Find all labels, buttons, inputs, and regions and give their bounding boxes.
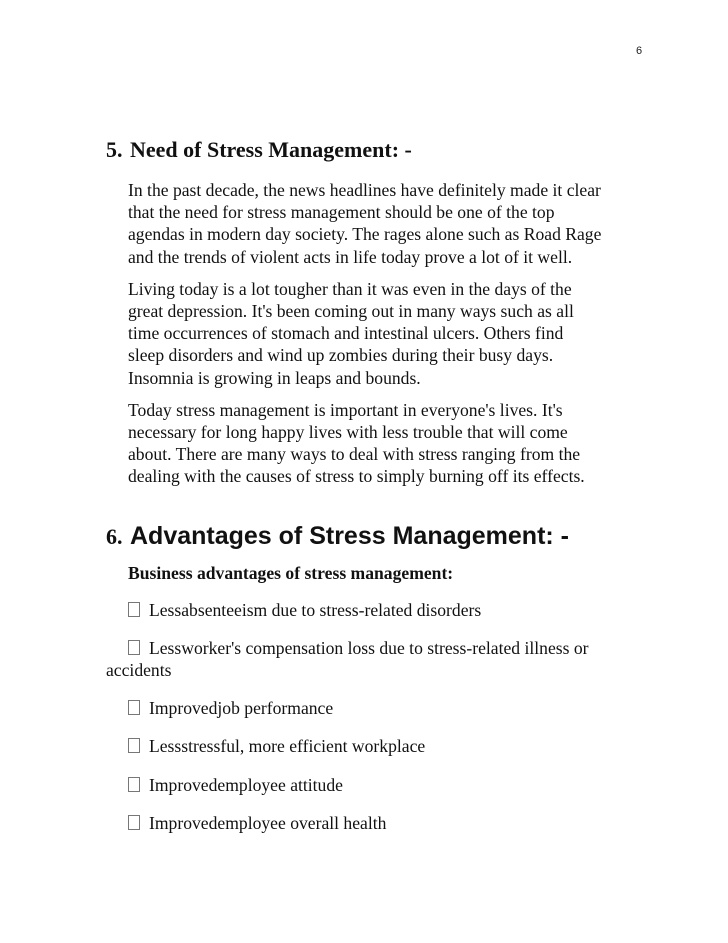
paragraph-line: sleep disorders and wind up zombies during their busy days.	[128, 345, 554, 366]
bullet-box-icon	[128, 640, 140, 655]
paragraph-line: that the need for stress management should be one of the top	[128, 202, 555, 223]
section-5-title: Need of Stress Management: -	[130, 137, 412, 162]
list-item-text: Lessabsenteeism due to stress-related disorders	[149, 600, 482, 620]
section-6-number: 6.	[106, 524, 123, 549]
paragraph-1	[128, 179, 648, 268]
list-item	[128, 812, 658, 834]
bullet-box-icon	[128, 815, 140, 830]
section-6-title: Advantages of Stress Management: -	[130, 522, 569, 550]
list-item-text: Improvedjob performance	[149, 698, 334, 718]
section-5-number: 5.	[106, 137, 123, 162]
bullet-box-icon	[128, 700, 140, 715]
page-number: 6	[636, 45, 643, 57]
list-item-text: Lessstressful, more efficient workplace	[149, 736, 426, 756]
list-item-text: Improvedemployee overall health	[149, 813, 387, 833]
bullet-box-icon	[128, 777, 140, 792]
bullet-box-icon	[128, 738, 140, 753]
list-item-text: Improvedemployee attitude	[149, 775, 343, 795]
list-item	[128, 774, 658, 796]
paragraph-2	[128, 278, 648, 389]
list-item	[106, 637, 658, 681]
paragraph-line: agendas in modern day society. The rages alone such as Road Rage	[128, 224, 602, 245]
list-item-text: Lessworker's compensation loss due to stress-related illness or	[149, 638, 589, 658]
section-6-heading	[106, 520, 569, 553]
paragraph-line: In the past decade, the news headlines have definitely made it clear	[128, 180, 601, 200]
paragraph-line: great depression. It's been coming out in many ways such as all	[128, 301, 574, 322]
list-item-continuation: accidents	[106, 660, 172, 680]
section-5-heading	[106, 136, 666, 164]
bullet-box-icon	[128, 602, 140, 617]
list-item	[128, 735, 658, 757]
list-item	[128, 697, 658, 719]
list-item	[128, 599, 658, 621]
paragraph-line: Living today is a lot tougher than it was even in the days of the	[128, 278, 572, 299]
paragraph-line: Today stress management is important in everyone's lives. It's	[128, 399, 563, 420]
paragraph-line: and the trends of violent acts in life today prove a lot of it well.	[128, 246, 573, 267]
paragraph-3	[128, 399, 648, 488]
section-6-subheading: Business advantages of stress management:	[128, 563, 454, 583]
paragraph-line: dealing with the causes of stress to simply burning off its effects.	[128, 466, 585, 487]
paragraph-line: Insomnia is growing in leaps and bounds.	[128, 367, 421, 388]
paragraph-line: necessary for long happy lives with less trouble that will come	[128, 422, 568, 443]
paragraph-line: time occurrences of stomach and intestinal ulcers. Others find	[128, 323, 564, 344]
section-5-body	[128, 179, 648, 498]
paragraph-line: about. There are many ways to deal with stress ranging from the	[128, 444, 581, 465]
